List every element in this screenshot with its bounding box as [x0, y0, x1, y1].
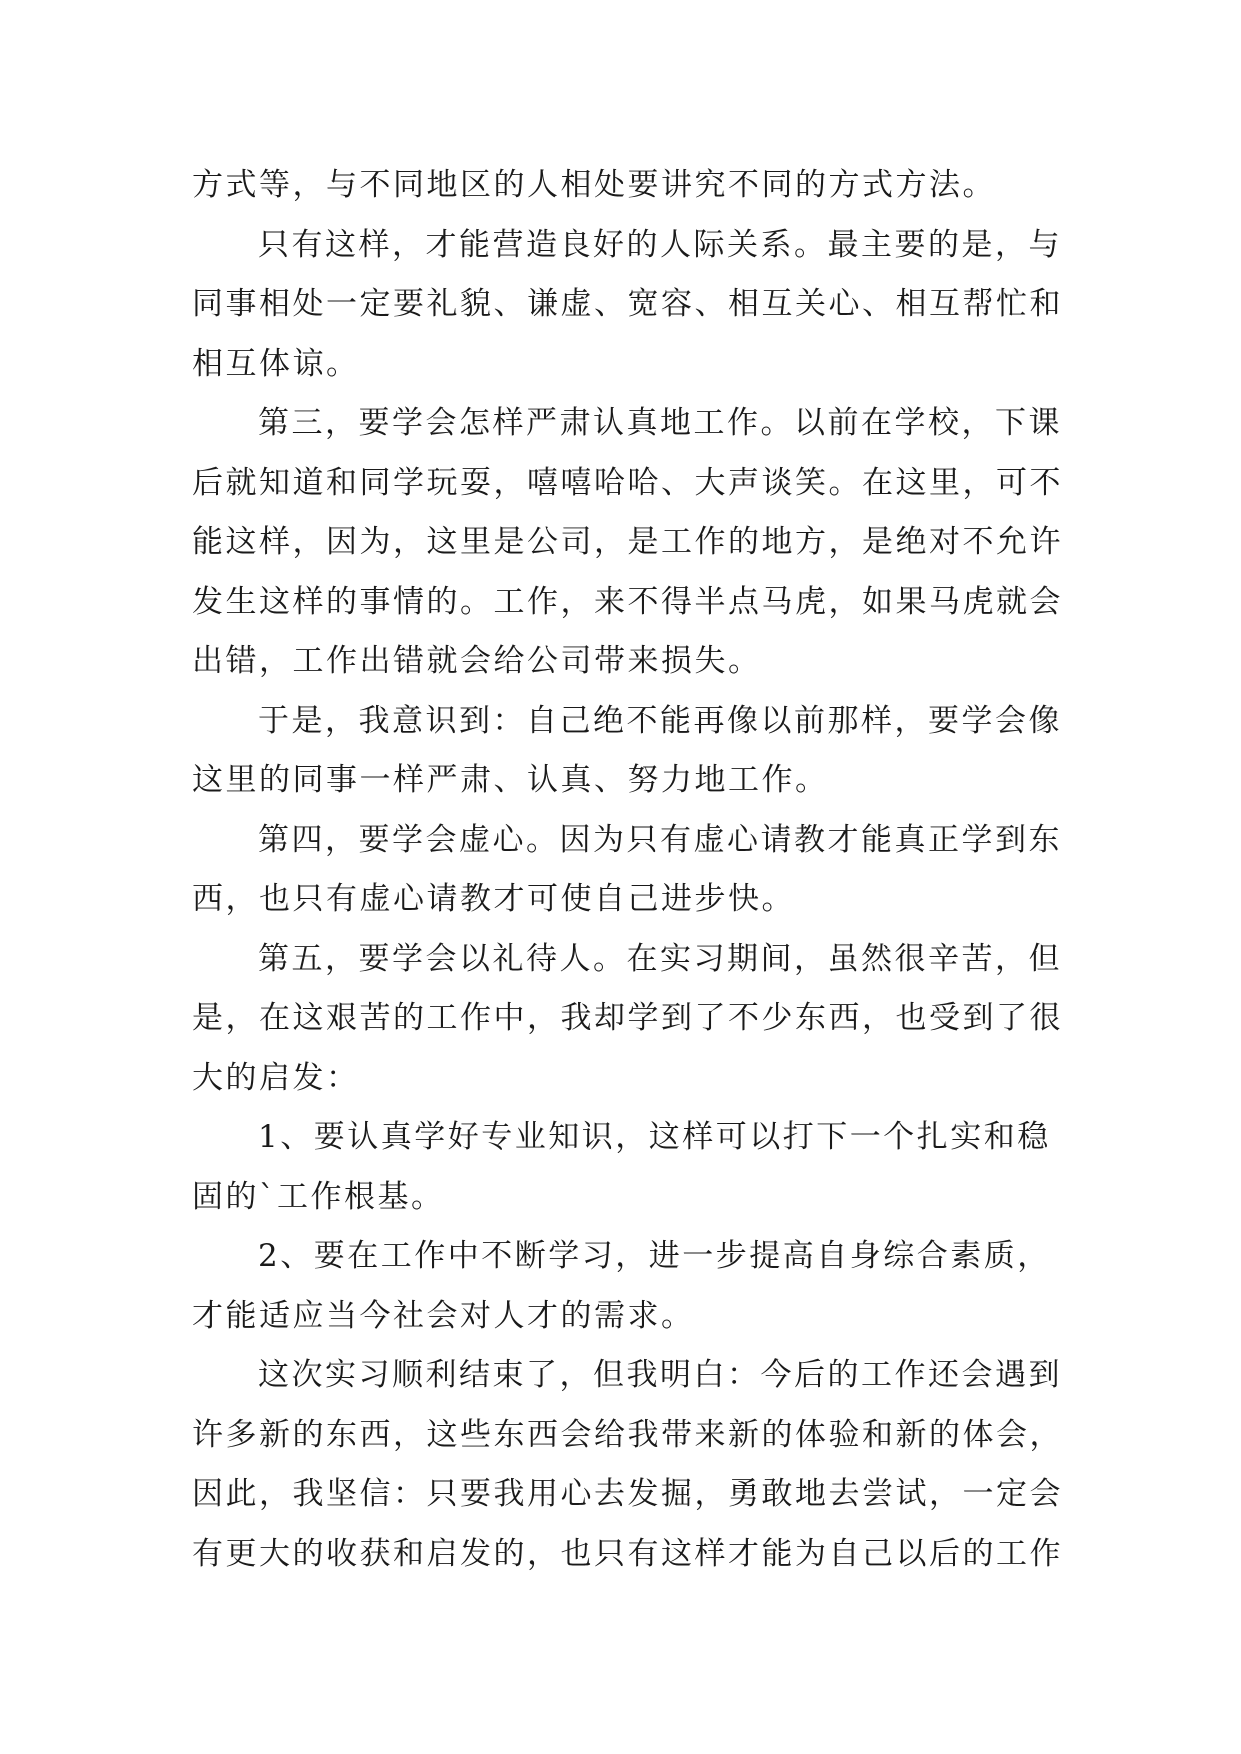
text-line: 方式等，与不同地区的人相处要讲究不同的方式方法。: [192, 167, 996, 203]
paragraph-first-line: 于是，我意识到：自己绝不能再像以前那样，要学会像: [258, 702, 1062, 739]
paragraph-first-line: 1、要认真学好专业知识，这样可以打下一个扎实和稳: [258, 1119, 1051, 1155]
text-line: 相互体谅。: [192, 345, 360, 382]
text-line: 同事相处一定要礼貌、谦虚、宽容、相互关心、相互帮忙和: [192, 286, 1063, 322]
text-line: 才能适应当今社会对人才的需求。: [192, 1297, 695, 1334]
text-line: 是，在这艰苦的工作中，我却学到了不少东西，也受到了很: [192, 1000, 1063, 1036]
body-text: [192, 156, 1063, 1584]
paragraph-first-line: 2、要在工作中不断学习，进一步提高自身综合素质，: [258, 1238, 1051, 1274]
text-line: 大的启发：: [192, 1059, 360, 1096]
text-line: 发生这样的事情的。工作，来不得半点马虎，如果马虎就会: [192, 583, 1063, 620]
text-line: 后就知道和同学玩耍，嘻嘻哈哈、大声谈笑。在这里，可不: [192, 464, 1063, 501]
text-line: 能这样，因为，这里是公司，是工作的地方，是绝对不允许: [192, 524, 1063, 560]
text-line: 固的`工作根基。: [192, 1178, 445, 1215]
paragraph-first-line: 这次实习顺利结束了，但我明白：今后的工作还会遇到: [258, 1357, 1062, 1393]
paragraph-first-line: 第三，要学会怎样严肃认真地工作。以前在学校，下课: [258, 405, 1062, 441]
paragraph-first-line: 第四，要学会虚心。因为只有虚心请教才能真正学到东: [258, 821, 1062, 858]
text-line: 有更大的收获和启发的，也只有这样才能为自己以后的工作: [192, 1535, 1063, 1572]
text-line: 因此，我坚信：只要我用心去发掘，勇敢地去尝试，一定会: [192, 1476, 1063, 1512]
text-line: 这里的同事一样严肃、认真、努力地工作。: [192, 762, 829, 798]
text-line: 出错，工作出错就会给公司带来损失。: [192, 643, 762, 679]
text-line: 西，也只有虚心请教才可使自己进步快。: [192, 881, 795, 917]
paragraph-first-line: 第五，要学会以礼待人。在实习期间，虽然很辛苦，但: [258, 940, 1062, 977]
text-line: 许多新的东西，这些东西会给我带来新的体验和新的体会，: [192, 1416, 1063, 1453]
paragraph-first-line: 只有这样，才能营造良好的人际关系。最主要的是，与: [258, 226, 1062, 263]
